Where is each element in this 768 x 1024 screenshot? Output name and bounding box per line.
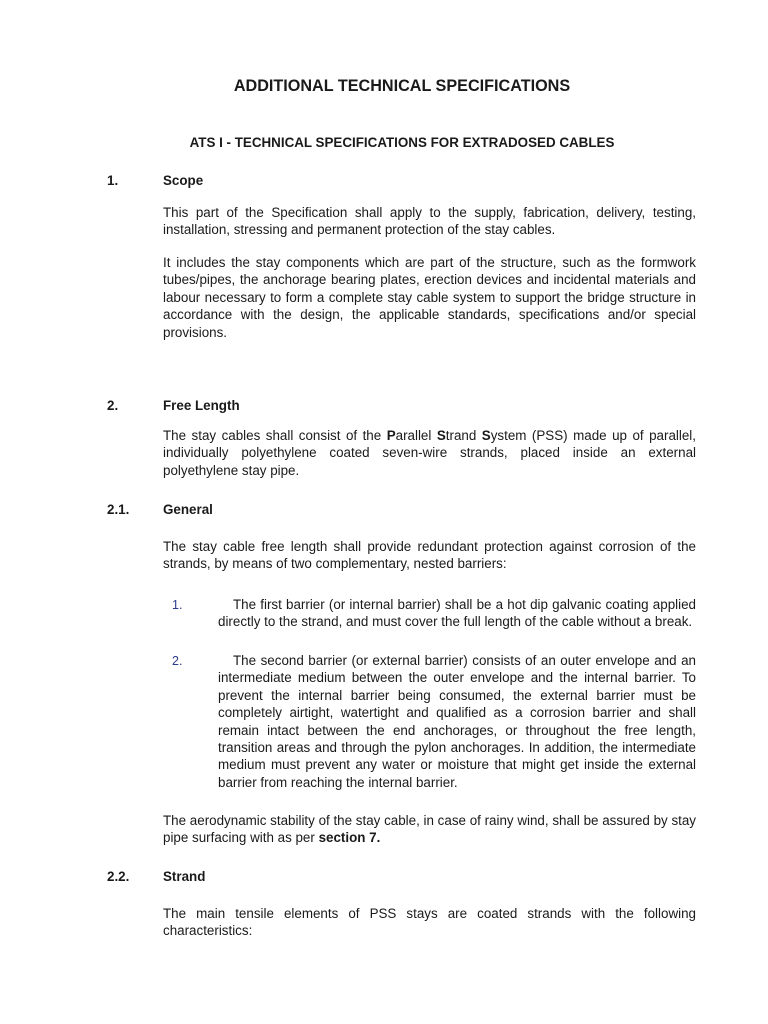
section-number-free-length: 2. (107, 398, 119, 413)
document-title: ADDITIONAL TECHNICAL SPECIFICATIONS (233, 77, 571, 95)
section-heading-strand: Strand (163, 869, 206, 884)
list-item-1: The first barrier (or internal barrier) shall be a hot dip galvanic coating applied directly to the strand, and must cover the full length of the cable without a break. (218, 597, 696, 630)
general-paragraph-1: The stay cable free length shall provide redundant protection against corrosion of the strands, by means of two complementary, nested barriers: (163, 539, 696, 572)
free-length-paragraph: The stay cables shall consist of the Parallel Strand System (PSS) made up of parallel, individually polyethylene coated seven-wire strands, placed inside an external polyethylene stay pipe. (163, 428, 696, 478)
section-reference: section 7. (318, 830, 381, 846)
general-paragraph-2: The aerodynamic stability of the stay cable, in case of rainy wind, shall be assured by stay pipe surfacing with as per section 7. (163, 813, 696, 846)
section-heading-free-length: Free Length (163, 398, 240, 413)
section-number-strand: 2.2. (107, 869, 130, 884)
list-item-number-1: 1. (172, 598, 183, 612)
section-number-scope: 1. (107, 173, 119, 188)
scope-paragraph-1: This part of the Specification shall apply to the supply, fabrication, delivery, testing, installation, stressing and permanent protection of the stay cables. (163, 205, 696, 238)
strand-paragraph: The main tensile elements of PSS stays are coated strands with the following characteristics: (163, 906, 696, 939)
section-number-general: 2.1. (107, 502, 130, 517)
scope-paragraph-2: It includes the stay components which are part of the structure, such as the formwork tubes/pipes, the anchorage bearing plates, erection devices and incidental materials and labour necessary to form a complete stay cable system to support the bridge structure in accordance with the design, the applicable standards, specifications and/or special provisions. (163, 255, 696, 340)
section-heading-general: General (163, 502, 213, 517)
list-item-number-2: 2. (172, 654, 183, 668)
document-subtitle: ATS I - TECHNICAL SPECIFICATIONS FOR EXTRADOSED CABLES (189, 135, 615, 150)
section-heading-scope: Scope (163, 173, 204, 188)
list-item-2: The second barrier (or external barrier) consists of an outer envelope and an intermediate medium between the outer envelope and the internal barrier. To prevent the internal barrier being consumed, the external barrier must be completely airtight, watertight and qualified as a corrosion barrier and shall remain intact between the end anchorages, or throughout the free length, transition areas and through the pylon anchorages. In addition, the intermediate medium must prevent any water or moisture that might get inside the external barrier from reaching the internal barrier. (218, 653, 696, 790)
